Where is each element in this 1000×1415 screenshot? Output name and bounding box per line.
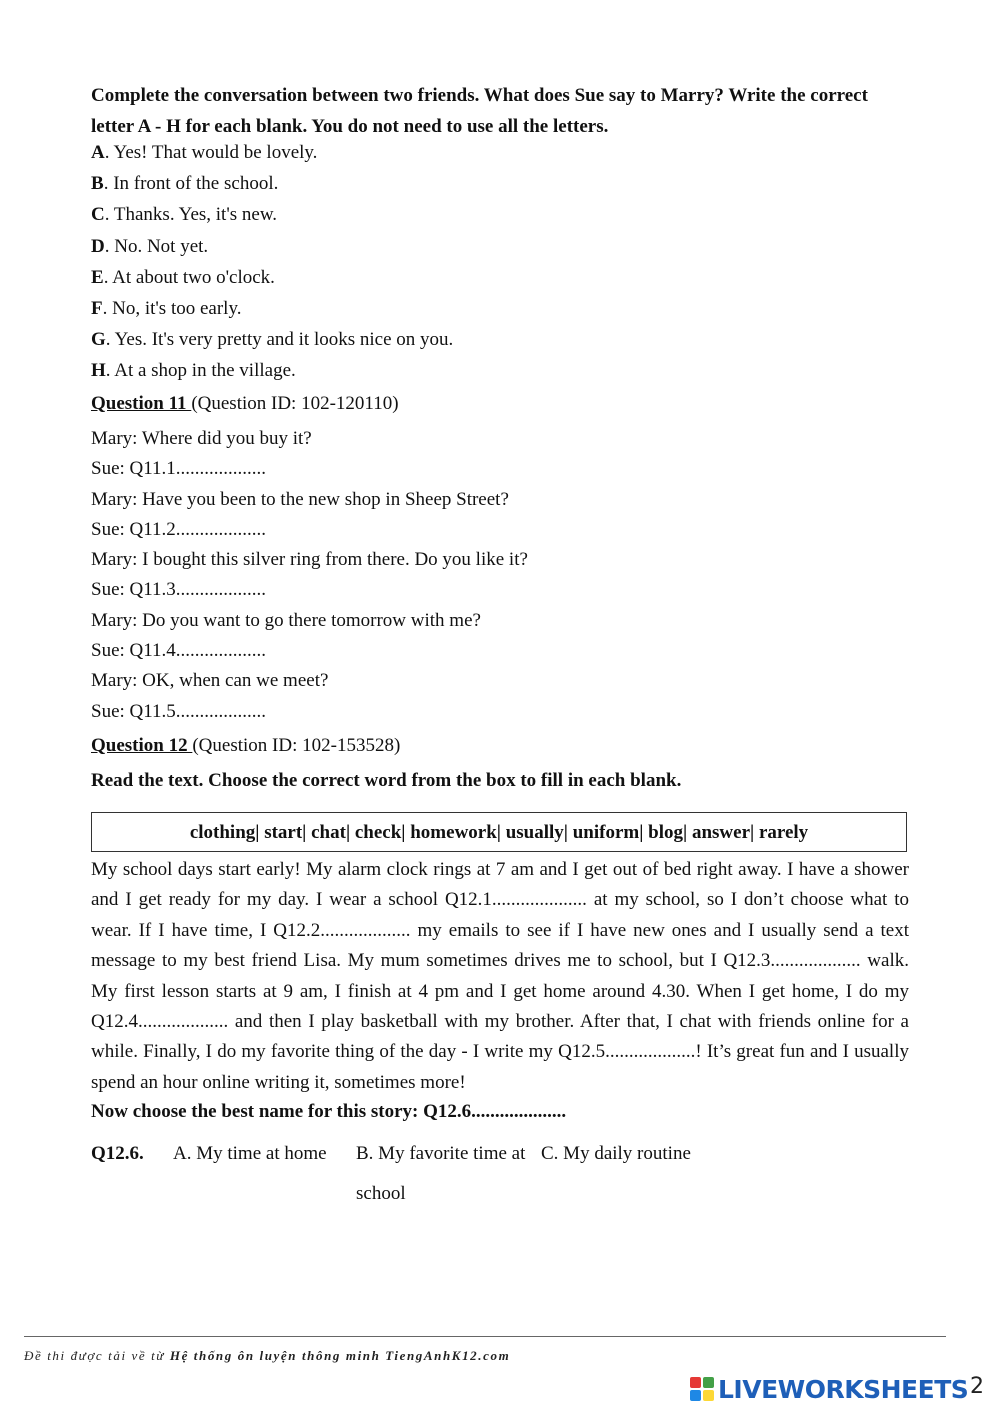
dialogue-blank-q11-3[interactable]: Sue: Q11.3................... <box>91 579 267 601</box>
question-12-instructions: Read the text. Choose the correct word from the box to fill in each blank. <box>91 770 682 791</box>
option-c: C. Thanks. Yes, it's new. <box>91 204 278 226</box>
q12-6-label: Q12.6. <box>91 1143 144 1164</box>
dialogue-blank-q11-2[interactable]: Sue: Q11.2................... <box>91 518 267 540</box>
dialogue-line: Mary: Do you want to go there tomorrow with me? <box>91 609 481 631</box>
option-a: A. Yes! That would be lovely. <box>91 142 318 163</box>
dialogue-blank-q11-5[interactable]: Sue: Q11.5................... <box>91 700 267 722</box>
option-h: H. At a shop in the village. <box>91 360 296 382</box>
option-e: E. At about two o'clock. <box>91 266 275 288</box>
option-f: F. No, it's too early. <box>91 297 242 319</box>
reading-passage: My school days start early! My alarm clock rings at 7 am and I get out of bed right away. I have a shower and I get ready for my day. I wear a school Q12.1.................... at my school, so I don’t choose what to wear. If I have time, I Q12.2................... my emails to see if I have new ones and I usually send a text message to my best friend Lisa. My mum sometimes drives me to school, but I Q12.3................... walk. My first lesson starts at 9 am, I finish at 4 pm and I get home around 4.30. When I get home, I do my Q12.4................... and then I play basketball with my brother. After that, I chat with friends online for a while. Finally, I do my favorite thing of the day - I write my Q12.5...................! It’s great fun and I usually spend an hour online writing it, sometimes more! <box>91 859 909 1093</box>
option-b: B. In front of the school. <box>91 173 279 195</box>
option-d: D. No. Not yet. <box>91 235 209 257</box>
question-12-title: Question 12 <box>91 735 193 756</box>
dialogue-blank-q11-4[interactable]: Sue: Q11.4................... <box>91 640 267 662</box>
question-11-dialogue <box>91 428 528 731</box>
word-box: clothing| start| chat| check| homework| usually| uniform| blog| answer| rarely <box>91 812 907 852</box>
liveworksheets-logo[interactable] <box>690 1372 968 1406</box>
q12-6-option-a[interactable]: A. My time at home <box>173 1143 327 1164</box>
q12-6-option-b[interactable]: B. My favorite time at school <box>356 1143 526 1204</box>
page-number: 2 <box>970 1374 984 1399</box>
dialogue-line: Mary: OK, when can we meet? <box>91 670 329 692</box>
liveworksheets-logo-icon <box>690 1377 714 1401</box>
dialogue-line: Mary: I bought this silver ring from there. Do you like it? <box>91 549 528 571</box>
footer-divider <box>24 1336 946 1337</box>
liveworksheets-logo-text: LIVEWORKSHEETS <box>718 1374 969 1404</box>
question-11-heading <box>91 393 399 415</box>
question-12-heading <box>91 735 400 757</box>
q12-6-option-c[interactable]: C. My daily routine <box>541 1143 691 1164</box>
question-11-id: (Question ID: 102-120110) <box>191 393 399 414</box>
dialogue-blank-q11-1[interactable]: Sue: Q11.1................... <box>91 458 267 480</box>
question-11-title: Question 11 <box>91 393 192 414</box>
question-12-id: (Question ID: 102-153528) <box>192 735 401 756</box>
answer-options <box>91 140 453 390</box>
dialogue-line: Mary: Where did you buy it? <box>91 428 312 449</box>
instructions: Complete the conversation between two friends. What does Sue say to Marry? Write the correct letter A - H for each blank. You do not need to use all the letters. <box>91 85 868 137</box>
dialogue-line: Mary: Have you been to the new shop in Sheep Street? <box>91 488 509 510</box>
footer-source: Đề thi được tải về từ Hệ thống ôn luyện thông minh TiengAnhK12.com <box>24 1348 511 1363</box>
option-g: G. Yes. It's very pretty and it looks nice on you. <box>91 329 454 351</box>
choose-name-prompt: Now choose the best name for this story: Q12.6.................... <box>91 1101 567 1122</box>
